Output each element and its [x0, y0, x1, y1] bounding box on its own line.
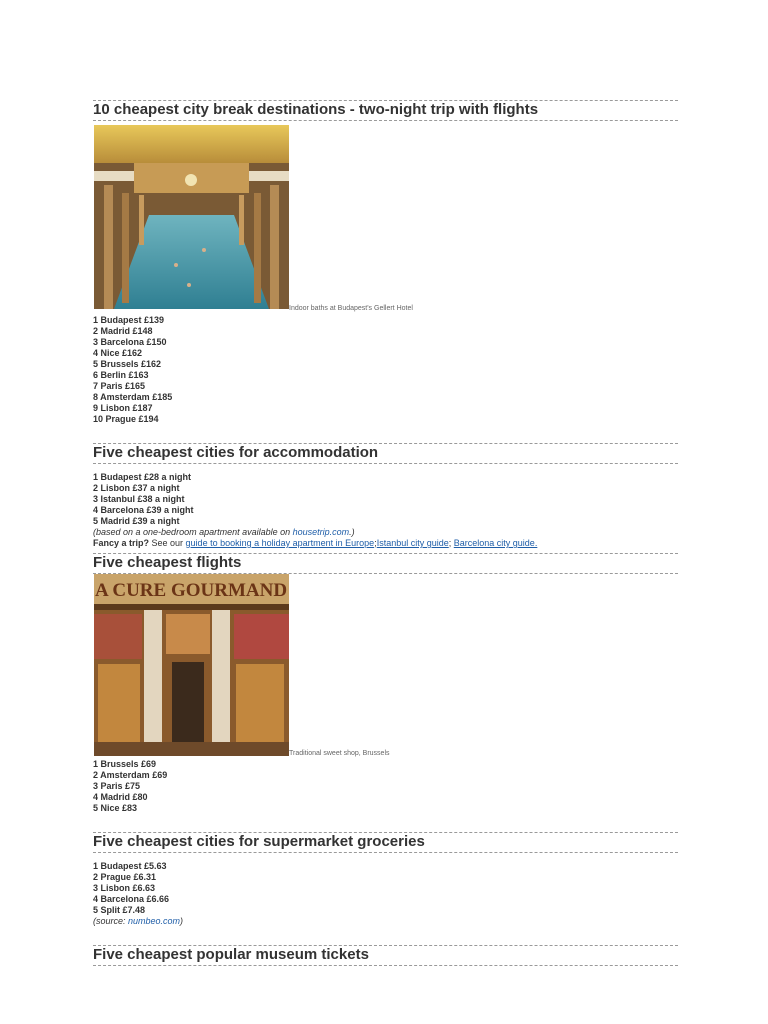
numbeo-link[interactable]: numbeo.com: [128, 916, 181, 926]
list-item: 5 Nice £83: [93, 803, 138, 813]
apartment-guide-link[interactable]: guide to booking a holiday apartment in Europe: [185, 538, 375, 548]
list-item: 4 Barcelona £39 a night: [93, 505, 194, 515]
list-flights: [93, 759, 678, 814]
list-item: 8 Amsterdam £185: [93, 392, 173, 402]
list-item: 4 Nice £162: [93, 348, 143, 358]
cta-bold: Fancy a trip?: [93, 538, 150, 548]
source-suffix: ): [180, 916, 184, 926]
list-item: 2 Madrid £148: [93, 326, 153, 336]
list-item: 10 Prague £194: [93, 414, 159, 424]
list-groceries: [93, 861, 678, 916]
list-item: 3 Paris £75: [93, 781, 141, 791]
list-item: 1 Budapest £5.63: [93, 861, 167, 871]
fancy-a-trip: [93, 538, 678, 549]
note-suffix: .): [349, 527, 355, 537]
list-item: 2 Amsterdam £69: [93, 770, 168, 780]
sweet-shop-photo: [94, 574, 289, 756]
baths-photo: [94, 125, 289, 309]
shop-sign-text: A CURE GOURMAND: [94, 580, 288, 601]
list-item: 5 Madrid £39 a night: [93, 516, 180, 526]
list-city-breaks: [93, 315, 678, 425]
list-item: 5 Brussels £162: [93, 359, 162, 369]
list-item: 4 Barcelona £6.66: [93, 894, 170, 904]
caption-baths: Indoor baths at Budapest's Gellert Hotel: [289, 305, 413, 312]
accommodation-note: [93, 527, 678, 538]
figure-baths: [93, 125, 678, 313]
list-item: 2 Prague £6.31: [93, 872, 157, 882]
housetrip-link[interactable]: housetrip.com: [292, 527, 350, 537]
barcelona-guide-link[interactable]: Barcelona city guide.: [453, 538, 538, 548]
separator: ;: [374, 538, 377, 548]
heading-city-breaks: 10 cheapest city break destinations - two-night trip with flights: [93, 100, 678, 121]
list-item: 6 Berlin £163: [93, 370, 149, 380]
list-item: 2 Lisbon £37 a night: [93, 483, 180, 493]
istanbul-guide-link[interactable]: Istanbul city guide: [376, 538, 449, 548]
note-prefix: (based on a one-bedroom apartment available on: [93, 527, 293, 537]
list-item: 4 Madrid £80: [93, 792, 148, 802]
list-item: 3 Lisbon £6.63: [93, 883, 156, 893]
list-accommodation: [93, 472, 678, 527]
figure-sweet-shop: [93, 574, 678, 758]
heading-accommodation: Five cheapest cities for accommodation: [93, 443, 678, 464]
cta-text: See our: [149, 538, 186, 548]
source-prefix: (source:: [93, 916, 129, 926]
list-item: 7 Paris £165: [93, 381, 146, 391]
heading-flights: Five cheapest flights: [93, 553, 678, 574]
article: [93, 0, 678, 966]
list-item: 3 Istanbul £38 a night: [93, 494, 185, 504]
list-item: 1 Budapest £28 a night: [93, 472, 192, 482]
list-item: 9 Lisbon £187: [93, 403, 153, 413]
list-item: 1 Budapest £139: [93, 315, 165, 325]
heading-museum: Five cheapest popular museum tickets: [93, 945, 678, 966]
list-item: 1 Brussels £69: [93, 759, 157, 769]
heading-groceries: Five cheapest cities for supermarket groceries: [93, 832, 678, 853]
list-item: 3 Barcelona £150: [93, 337, 167, 347]
groceries-source: [93, 916, 678, 927]
caption-sweet-shop: Traditional sweet shop, Brussels: [289, 750, 390, 757]
list-item: 5 Split £7.48: [93, 905, 146, 915]
separator: ;: [448, 538, 454, 548]
